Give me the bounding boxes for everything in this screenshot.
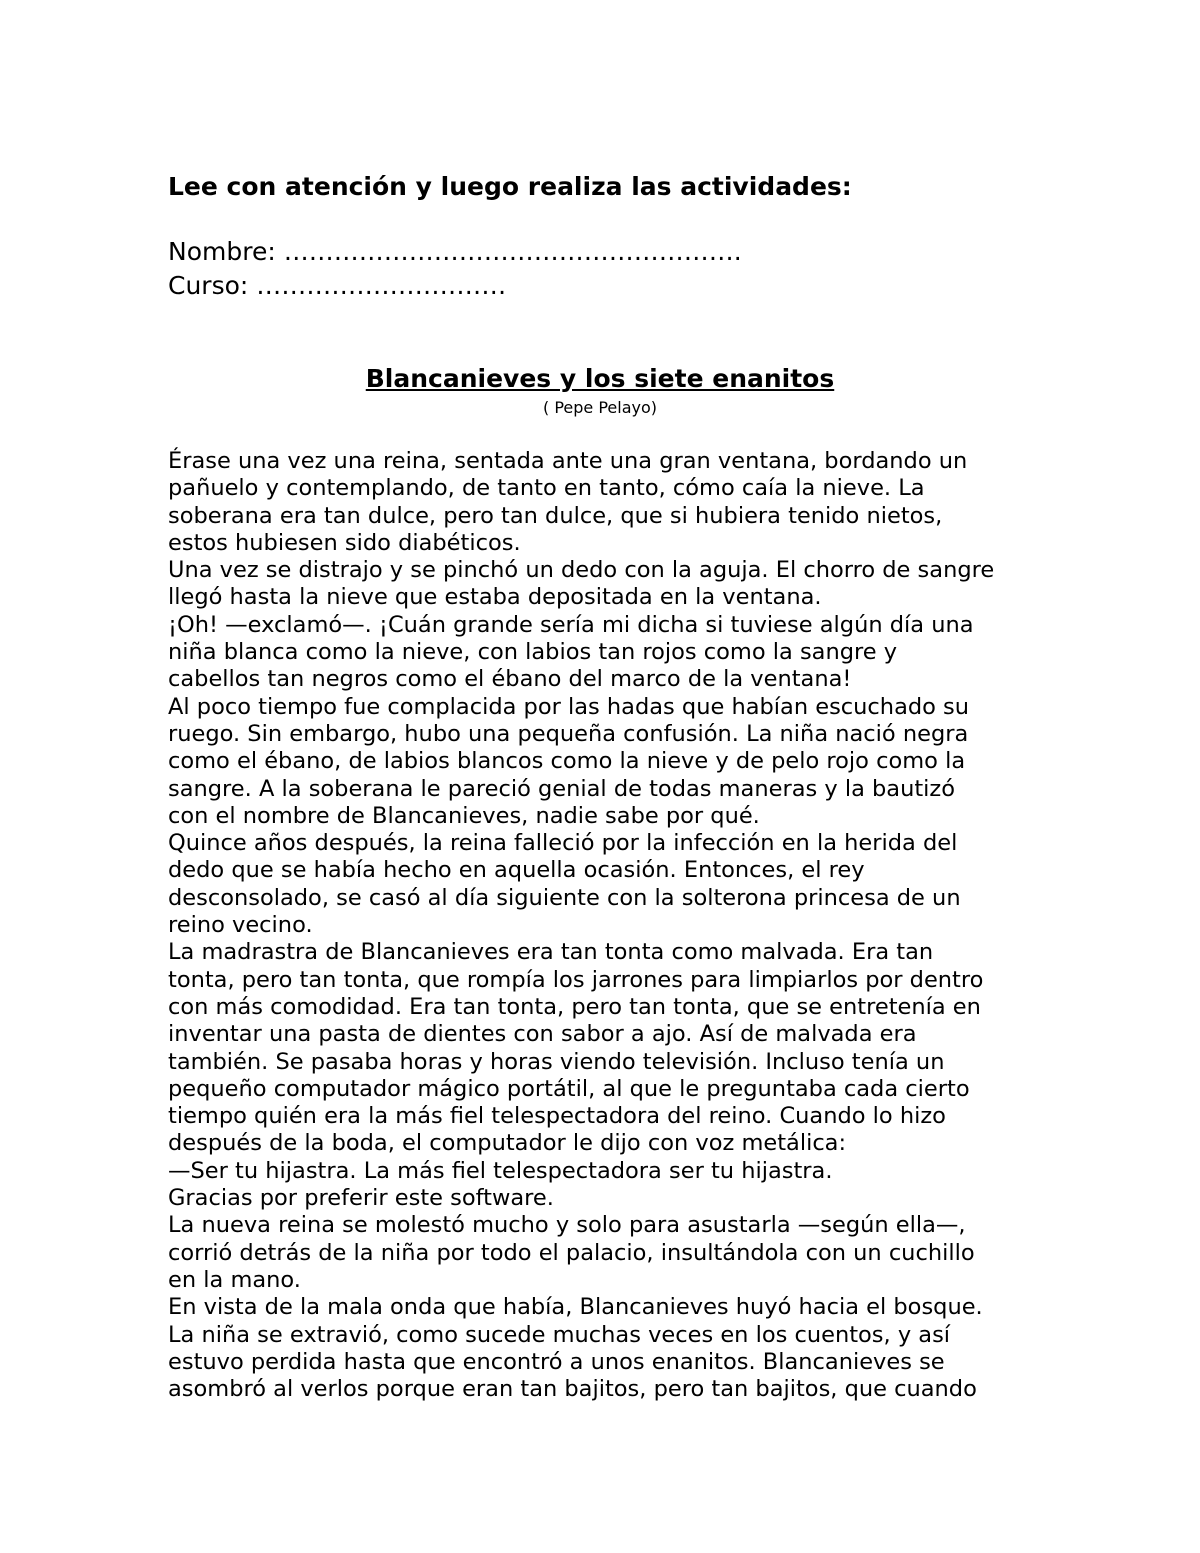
story-line: En vista de la mala onda que había, Blancanieves huyó hacia el bosque. xyxy=(168,1294,983,1321)
story-line: La madrastra de Blancanieves era tan tonta como malvada. Era tan xyxy=(168,939,934,966)
story-line: llegó hasta la nieve que estaba depositada en la ventana. xyxy=(168,584,822,611)
story-line: Una vez se distrajo y se pinchó un dedo con la aguja. El chorro de sangre xyxy=(168,557,995,584)
story-line: La nueva reina se molestó mucho y solo para asustarla —según ella—, xyxy=(168,1212,966,1239)
story-line: soberana era tan dulce, pero tan dulce, que si hubiera tenido nietos, xyxy=(168,502,943,529)
story-line: estos hubiesen sido diabéticos. xyxy=(168,529,521,556)
story-author: ( Pepe Pelayo) xyxy=(542,398,657,417)
story-line: también. Se pasaba horas y horas viendo televisión. Incluso tenía un xyxy=(168,1048,945,1075)
story-line: estuvo perdida hasta que encontró a unos enanitos. Blancanieves se xyxy=(168,1348,945,1375)
story-line: Al poco tiempo fue complacida por las hadas que habían escuchado su xyxy=(168,693,970,720)
story-line: Gracias por preferir este software. xyxy=(168,1185,554,1212)
story-line: cabellos tan negros como el ébano del marco de la ventana! xyxy=(168,666,852,693)
story-line: ruego. Sin embargo, hubo una pequeña confusión. La niña nació negra xyxy=(168,720,969,747)
curso-field: Curso: ………………………… xyxy=(168,271,507,300)
story-line: con el nombre de Blancanieves, nadie sabe por qué. xyxy=(168,802,760,829)
story-line: niña blanca como la nieve, con labios tan rojos como la sangre y xyxy=(168,639,898,666)
story-line: —Ser tu hijastra. La más fiel telespectadora ser tu hijastra. xyxy=(168,1157,833,1184)
story-line: desconsolado, se casó al día siguiente con la solterona princesa de un xyxy=(168,884,961,911)
story-line: en la mano. xyxy=(168,1266,301,1293)
story-line: sangre. A la soberana le pareció genial de todas maneras y la bautizó xyxy=(168,775,955,802)
story-line: después de la boda, el computador le dijo con voz metálica: xyxy=(168,1130,847,1157)
instructions-heading: Lee con atención y luego realiza las actividades: xyxy=(168,172,852,201)
story-line: tiempo quién era la más fiel telespectadora del reino. Cuando lo hizo xyxy=(168,1103,946,1130)
story-body xyxy=(168,448,1068,1403)
story-line: ¡Oh! —exclamó—. ¡Cuán grande sería mi dicha si tuviese algún día una xyxy=(168,611,974,638)
story-line: La niña se extravió, como sucede muchas veces en los cuentos, y así xyxy=(168,1321,951,1348)
story-line: tonta, pero tan tonta, que rompía los jarrones para limpiarlos por dentro xyxy=(168,966,984,993)
nombre-field: Nombre: ………………………………………………. xyxy=(168,237,742,266)
story-line: reino vecino. xyxy=(168,912,313,939)
story-line: Quince años después, la reina falleció por la infección en la herida del xyxy=(168,830,958,857)
story-line: corrió detrás de la niña por todo el palacio, insultándola con un cuchillo xyxy=(168,1239,975,1266)
story-line: Érase una vez una reina, sentada ante una gran ventana, bordando un xyxy=(168,448,968,474)
story-line: pequeño computador mágico portátil, al que le preguntaba cada cierto xyxy=(168,1075,970,1102)
story-line: dedo que se había hecho en aquella ocasión. Entonces, el rey xyxy=(168,857,865,884)
story-title: Blancanieves y los siete enanitos xyxy=(365,364,835,393)
story-line: pañuelo y contemplando, de tanto en tanto, cómo caía la nieve. La xyxy=(168,475,925,502)
story-line: inventar una pasta de dientes con sabor a ajo. Así de malvada era xyxy=(168,1021,917,1048)
story-line: como el ébano, de labios blancos como la nieve y de pelo rojo como la xyxy=(168,748,966,775)
story-line: con más comodidad. Era tan tonta, pero tan tonta, que se entretenía en xyxy=(168,993,981,1020)
story-line: asombró al verlos porque eran tan bajitos, pero tan bajitos, que cuando xyxy=(168,1376,977,1403)
